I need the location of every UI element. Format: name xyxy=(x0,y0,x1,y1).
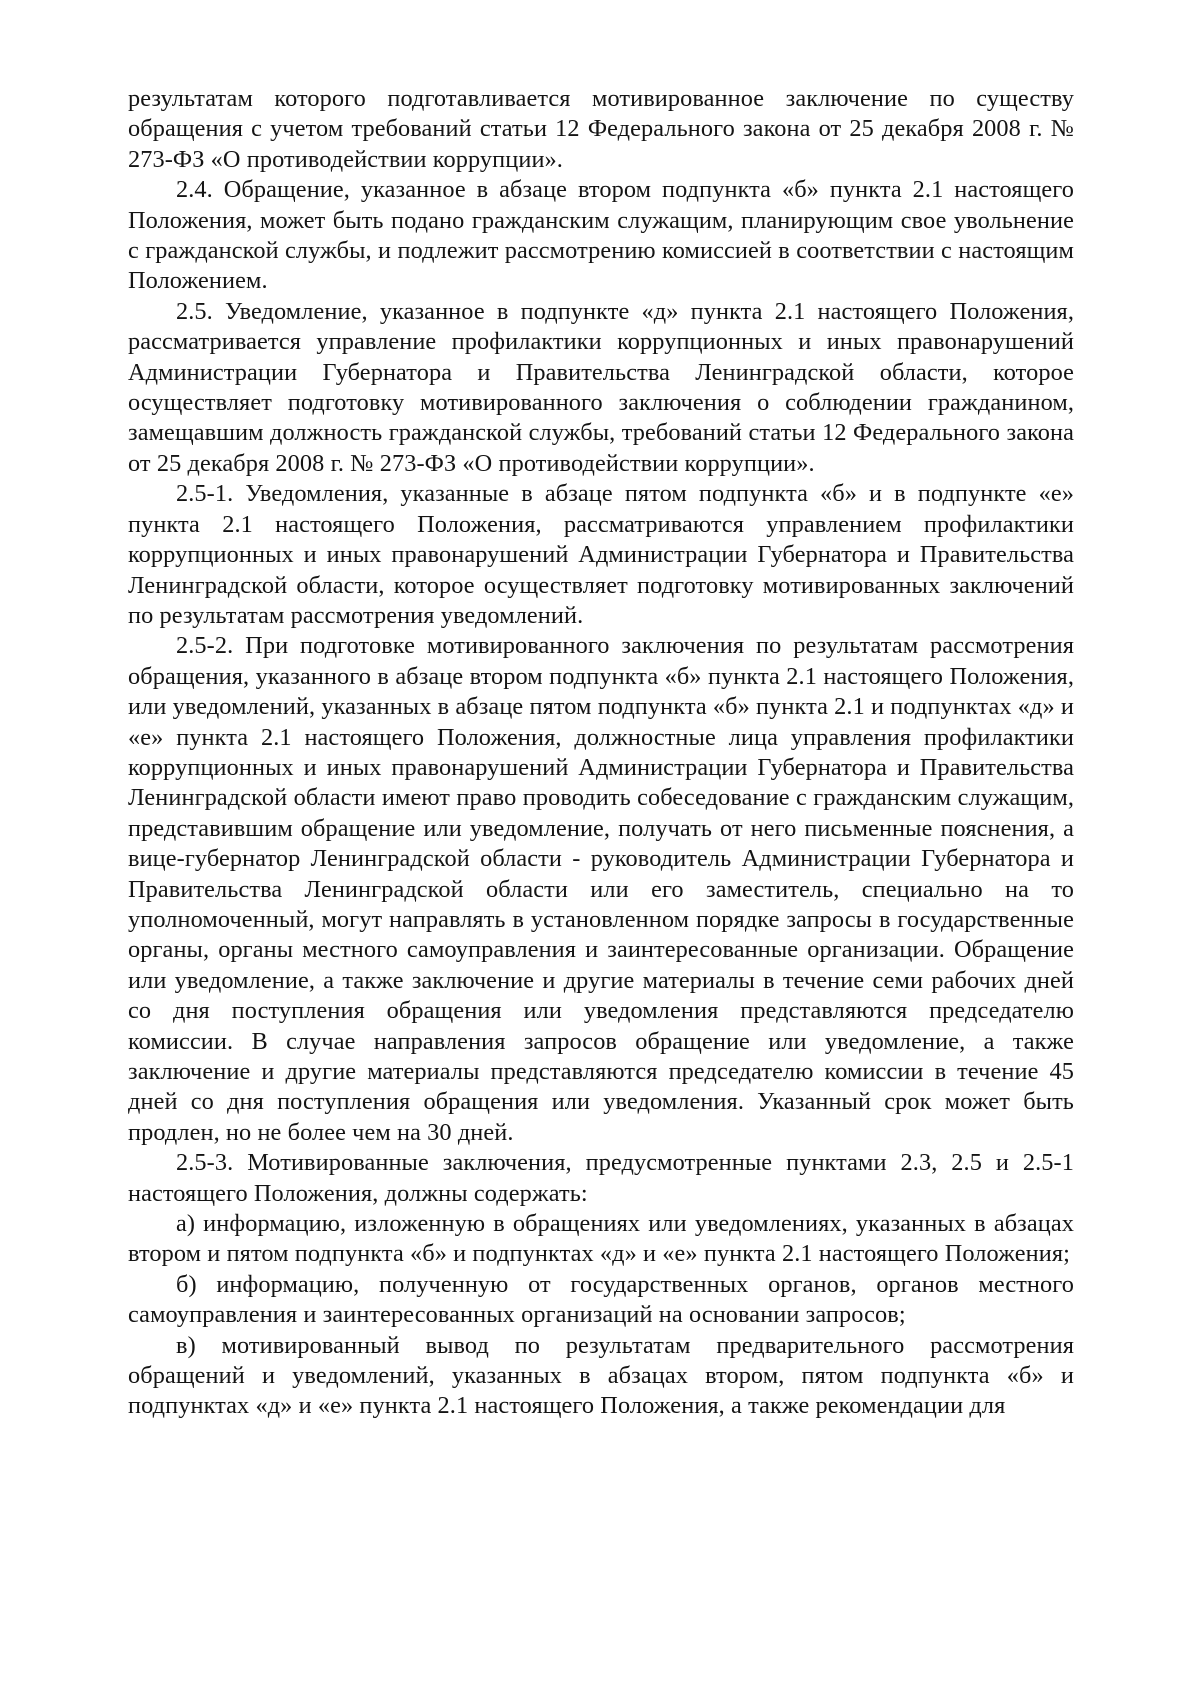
list-item-a: а) информацию, изложенную в обращениях или уведомлениях, указанных в абзацах втором и пятом подпункта «б» и подпунктах «д» и «е» пункта 2.1 настоящего Положения; xyxy=(128,1210,1074,1268)
paragraph-2-4: 2.4. Обращение, указанное в абзаце втором подпункта «б» пункта 2.1 настоящего Положения, может быть подано гражданским служащим, планирующим свое увольнение с гражданской службы, и подлежит рассмотрению комиссией в соответствии с настоящим Положением. xyxy=(128,176,1074,295)
list-item-v: в) мотивированный вывод по результатам предварительного рассмотрения обращений и уведомлений, указанных в абзацах втором, пятом подпункта «б» и подпунктах «д» и «е» пункта 2.1 настоящего Положения, а также рекомендации для xyxy=(128,1331,1074,1420)
paragraph-2-5-3: 2.5-3. Мотивированные заключения, предусмотренные пунктами 2.3, 2.5 и 2.5-1 настоящего Положения, должны содержать: xyxy=(128,1149,1074,1207)
paragraph-2-5-1: 2.5-1. Уведомления, указанные в абзаце пятом подпункта «б» и в подпункте «е» пункта 2.1 настоящего Положения, рассматриваются управлением профилактики коррупционных и иных правонарушений Администрации Губернатора и Правительства Ленинградской области, которое осуществляет подготовку мотивированных заключений по результатам рассмотрения уведомлений. xyxy=(128,480,1074,629)
paragraph-continuation: результатам которого подготавливается мотивированное заключение по существу обращения с учетом требований статьи 12 Федерального закона от 25 декабря 2008 г. № 273-ФЗ «О противодействии коррупции». xyxy=(128,85,1074,173)
list-item-b: б) информацию, полученную от государственных органов, органов местного самоуправления и заинтересованных организаций на основании запросов; xyxy=(128,1270,1074,1329)
paragraph-2-5: 2.5. Уведомление, указанное в подпункте «д» пункта 2.1 настоящего Положения, рассматривается управление профилактики коррупционных и иных правонарушений Администрации Губернатора и Правительства Ленинградской области, которое осуществляет подготовку мотивированного заключения о соблюдении гражданином, замещавшим должность гражданской службы, требований статьи 12 Федерального закона от 25 декабря 2008 г. № 273-ФЗ «О противодействии коррупции». xyxy=(128,297,1074,477)
paragraph-2-5-2: 2.5-2. При подготовке мотивированного заключения по результатам рассмотрения обращения, указанного в абзаце втором подпункта «б» пункта 2.1 настоящего Положения, или уведомлений, указанных в абзаце пятом подпункта «б» пункта 2.1 и подпунктах «д» и «е» пункта 2.1 настоящего Положения, должностные лица управления профилактики коррупционных и иных правонарушений Администрации Губернатора и Правительства Ленинградской области имеют право проводить собеседование с гражданским служащим, представившим обращение или уведомление, получать от него письменные пояснения, а вице-губернатор Ленинградской области - руководитель Администрации Губернатора и Правительства Ленинградской области или его заместитель, специально на то уполномоченный, могут направлять в установленном порядке запросы в государственные органы, органы местного самоуправления и заинтересованные организации. Обращение или уведомление, а также заключение и другие материалы в течение семи рабочих дней со дня поступления обращения или уведомления представляются председателю комиссии. В случае направления запросов обращение или уведомление, а также заключение и другие материалы представляются председателю комиссии в течение 45 дней со дня поступления обращения или уведомления. Указанный срок может быть продлен, но не более чем на 30 дней. xyxy=(128,632,1074,1146)
document-page xyxy=(128,84,1074,1422)
